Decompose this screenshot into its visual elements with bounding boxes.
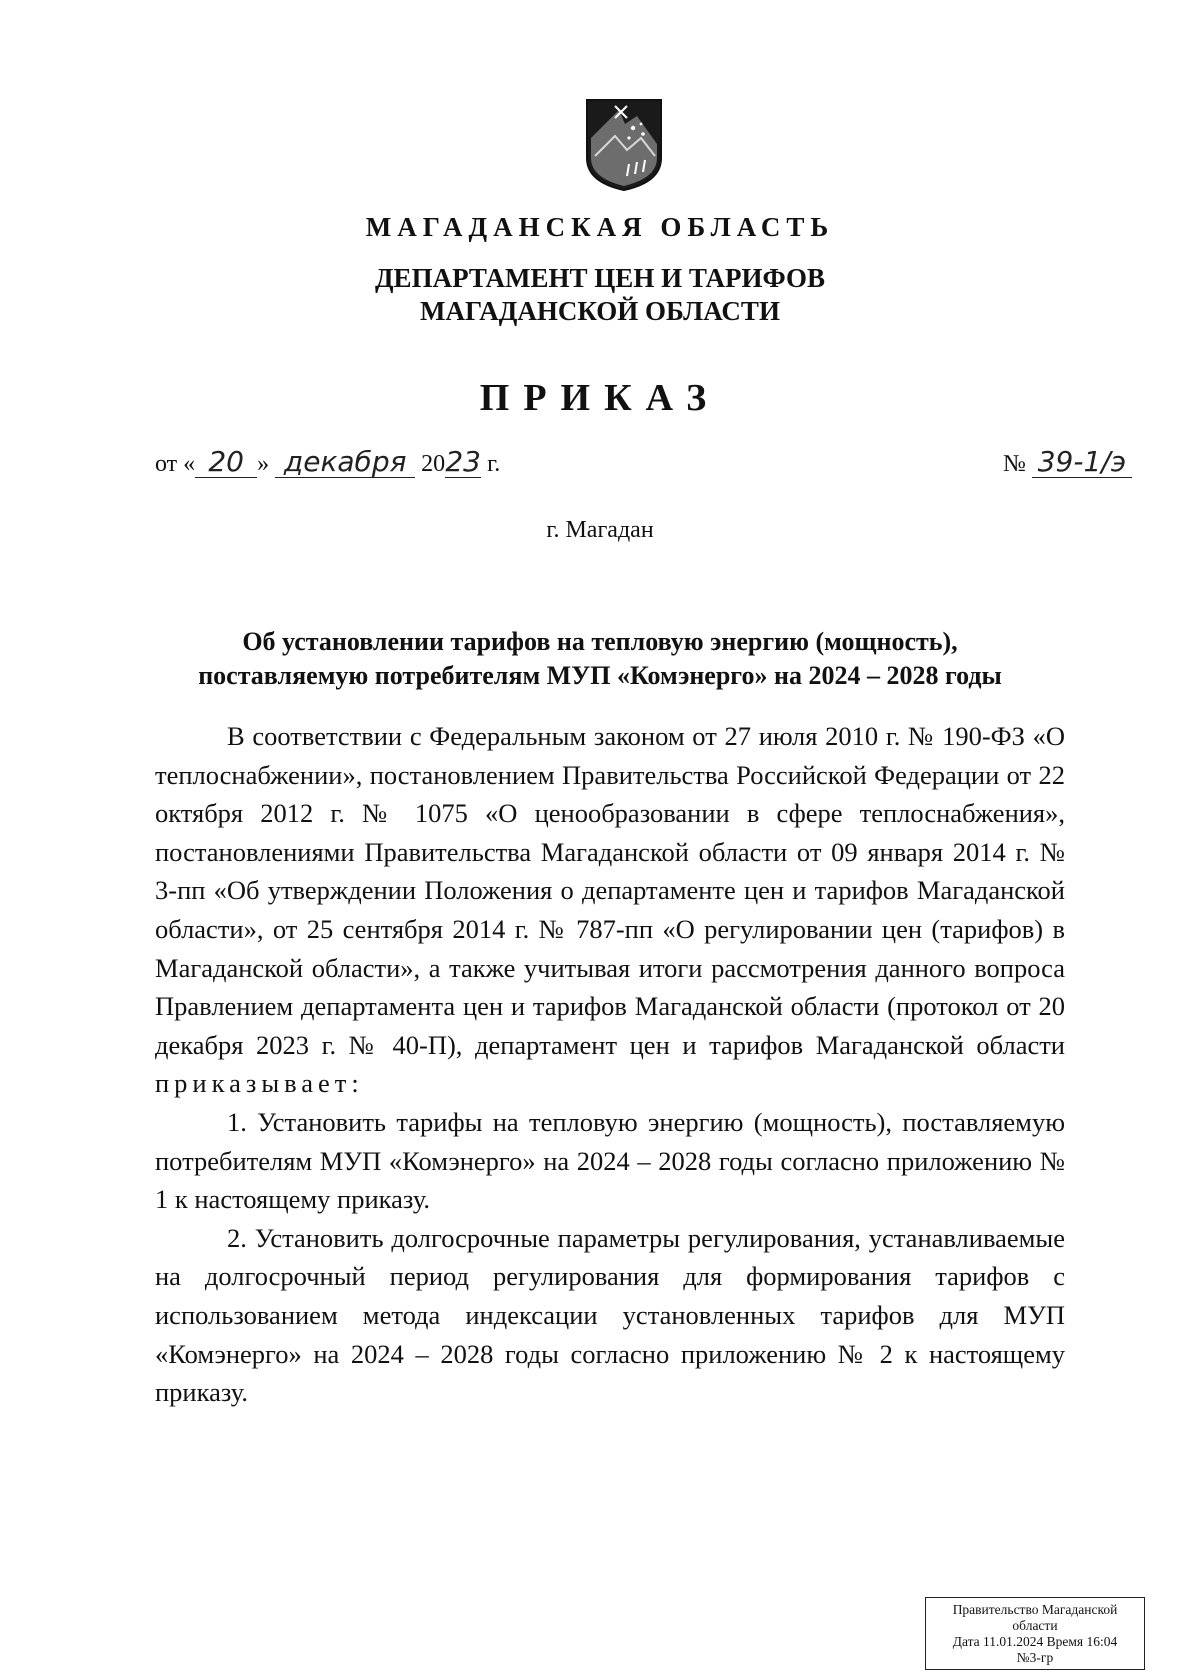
date-year-handwritten: 23	[445, 445, 481, 478]
department-title	[0, 262, 1200, 328]
order-number	[1003, 447, 1132, 478]
date-prefix: от «	[155, 451, 196, 477]
date-year-prefix: 20	[421, 451, 446, 477]
order-date	[155, 447, 500, 478]
orders-word: приказывает:	[155, 1068, 364, 1099]
order-body	[155, 717, 1065, 1412]
region-title: МАГАДАНСКАЯ ОБЛАСТЬ	[365, 212, 835, 242]
city-line: г. Магадан	[546, 517, 654, 543]
subject-line2: поставляемую потребителям МУП «Комэнерго» на 2024 – 2028 годы	[198, 661, 1002, 690]
department-title-line2: МАГАДАНСКОЙ ОБЛАСТИ	[420, 296, 780, 326]
registration-stamp	[925, 1597, 1145, 1670]
date-suffix: г.	[487, 451, 501, 477]
stamp-line3: Дата 11.01.2024 Время 16:04	[952, 1634, 1118, 1649]
date-month-handwritten: декабря	[275, 447, 415, 478]
stamp-line2: области	[1012, 1618, 1058, 1633]
stamp-line1: Правительство Магаданской	[952, 1602, 1118, 1617]
number-prefix: №	[1003, 451, 1026, 477]
date-day-handwritten: 20	[195, 447, 257, 478]
subject-line1: Об установлении тарифов на тепловую энергию (мощность),	[242, 627, 958, 656]
magadan-coat-of-arms-icon	[585, 98, 663, 192]
order-item-2: 2. Установить долгосрочные параметры регулирования, устанавливаемые на долгосрочный период регулирования для формирования тарифов с использованием метода индексации установленных тарифов для МУП «Комэнерго» на 2024 – 2028 годы согласно приложению № 2 к настоящему приказу.	[155, 1222, 1065, 1408]
document-type: ПРИКАЗ	[479, 377, 721, 419]
date-mid: »	[257, 451, 270, 477]
department-title-line1: ДЕПАРТАМЕНТ ЦЕН И ТАРИФОВ	[374, 263, 826, 293]
preamble-text: В соответствии с Федеральным законом от 27 июля 2010 г. № 190-ФЗ «О теплоснабжении», постановлением Правительства Российской Федерации от 22 октября 2012 г. № 1075 «О ценообразовании в сфере теплоснабжения», постановлениями Правительства Магаданской области от 09 января 2014 г. № 3-пп «Об утверждении Положения о департаменте цен и тарифов Магаданской области», от 25 сентября 2014 г. № 787-пп «О регулировании цен (тарифов) в Магаданской области», а также учитывая итоги рассмотрения данного вопроса Правлением департамента цен и тарифов Магаданской области (протокол от 20 декабря 2023 г. № 40-П), департамент цен и тарифов Магаданской области	[155, 721, 1065, 1060]
preamble-paragraph	[155, 717, 1065, 1103]
order-subject	[140, 625, 1060, 693]
order-number-handwritten: 39-1/э	[1032, 447, 1132, 478]
order-item-1: 1. Установить тарифы на тепловую энергию (мощность), поставляемую потребителям МУП «Комэнерго» на 2024 – 2028 годы согласно приложению № 1 к настоящему приказу.	[155, 1106, 1065, 1215]
stamp-line4: №3-гр	[1016, 1650, 1054, 1665]
